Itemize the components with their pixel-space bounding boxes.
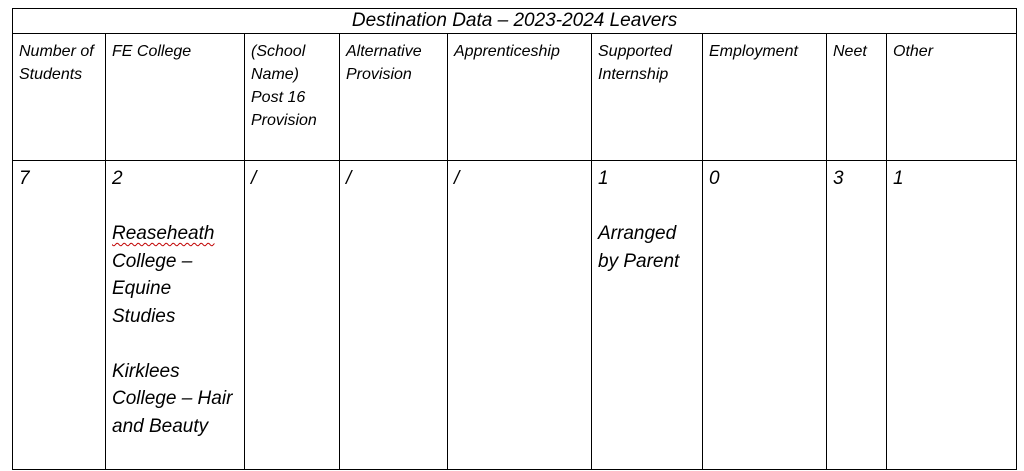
header-neet: Neet [827,34,887,161]
fe-college-1-course: College – Equine Studies [112,250,193,327]
value-fe-college-cell [106,161,245,470]
table-title: Destination Data – 2023-2024 Leavers [13,9,1017,34]
header-fe-college: FE College [106,34,245,161]
value-other: 1 [887,161,1017,470]
header-apprenticeship: Apprenticeship [448,34,592,161]
header-alternative-provision: Alternative Provision [340,34,448,161]
value-supported-internship-count: 1 [598,168,609,189]
value-alternative-provision: / [340,161,448,470]
header-supported-internship: Supported Internship [592,34,703,161]
destination-data-table [12,8,1017,470]
fe-college-2: Kirklees College – Hair and Beauty [112,360,233,437]
supported-internship-note: Arranged by Parent [598,223,680,272]
value-post16-provision: / [245,161,340,470]
header-number-of-students: Number of Students [13,34,106,161]
value-number-of-students: 7 [13,161,106,470]
value-fe-college-count: 2 [112,168,123,189]
header-employment: Employment [703,34,827,161]
header-post16-provision: (School Name) Post 16 Provision [245,34,340,161]
fe-college-1-name: Reaseheath [112,223,215,244]
value-apprenticeship: / [448,161,592,470]
header-other: Other [887,34,1017,161]
value-neet: 3 [827,161,887,470]
value-supported-internship-cell [592,161,703,470]
value-employment: 0 [703,161,827,470]
